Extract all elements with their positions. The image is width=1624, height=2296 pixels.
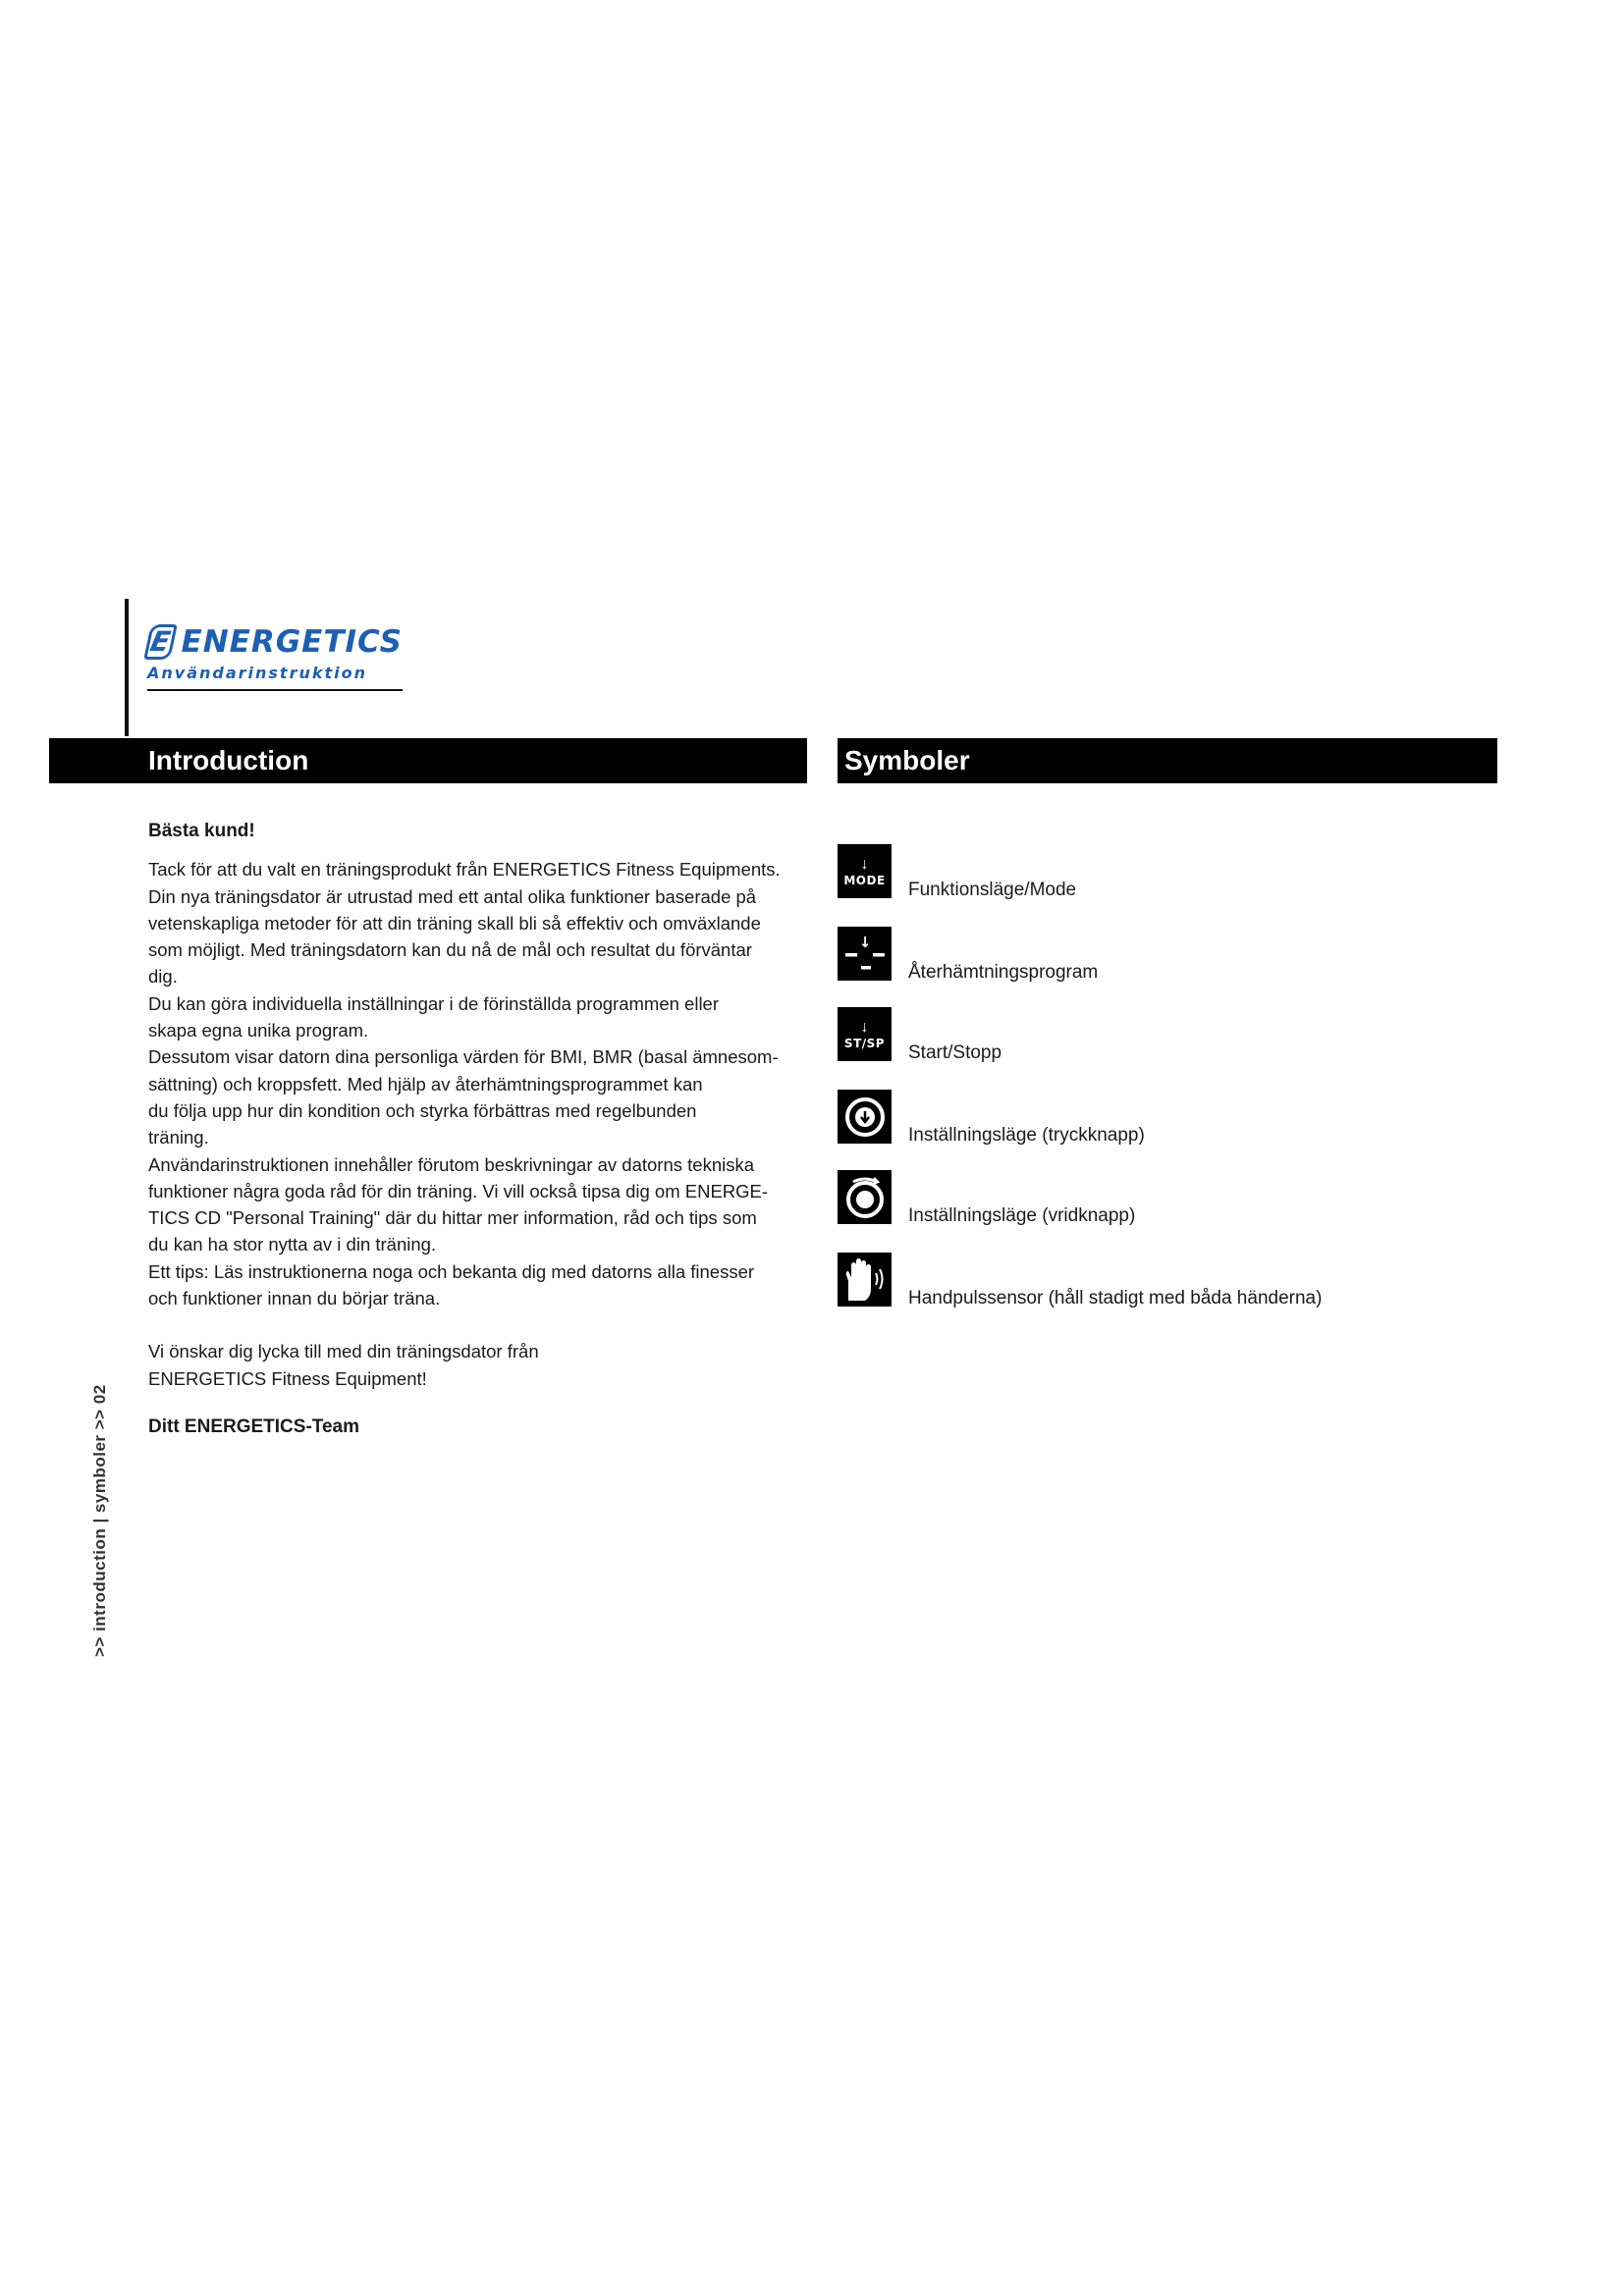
symbol-label: Funktionsläge/Mode: [908, 880, 1077, 900]
intro-line: Användarinstruktionen innehåller förutom beskrivningar av datorns tekniska: [148, 1153, 755, 1175]
intro-line: TICS CD "Personal Training" där du hittar mer information, råd och tips som: [148, 1207, 757, 1229]
intro-line: Du kan göra individuella inställningar i de förinställda programmen eller: [148, 992, 720, 1014]
intro-line: du följa upp hur din kondition och styrka förbättras med regelbunden: [148, 1099, 697, 1121]
intro-line: Din nya träningsdator är utrustad med ett antal olika funktioner baserade på: [148, 885, 757, 907]
logo-e-icon: E: [143, 624, 177, 660]
recovery-button-icon: [838, 927, 892, 981]
intro-line: skapa egna unika program.: [148, 1020, 369, 1041]
intro-line: Ett tips: Läs instruktionerna noga och bekanta dig med datorns alla finesser: [148, 1260, 755, 1282]
logo-subtitle: Användarinstruktion: [147, 664, 368, 682]
symbol-label: Återhämtningsprogram: [908, 962, 1099, 983]
intro-line: och funktioner innan du börjar träna.: [148, 1288, 441, 1309]
symbol-item-start-stop: [838, 1007, 1466, 1062]
logo-wordmark: ENERGETICS: [181, 624, 403, 660]
header-vertical-rule: [125, 599, 129, 736]
introduction-heading: Introduction: [49, 738, 807, 783]
intro-line: du kan ha stor nytta av i din träning.: [148, 1234, 437, 1255]
symbol-label: Inställningsläge (tryckknapp): [908, 1125, 1145, 1146]
start-stop-button-icon: ↓ ST/SP: [838, 1007, 892, 1061]
svg-text:↓: ↓: [858, 933, 871, 951]
intro-line: Tack för att du valt en träningsprodukt från ENERGETICS Fitness Equipments.: [148, 859, 781, 881]
intro-line: Dessutom visar datorn dina personliga värden för BMI, BMR (basal ämnesom-: [148, 1046, 779, 1068]
intro-line: som möjligt. Med träningsdatorn kan du nå de mål och resultat du förväntar: [148, 939, 752, 961]
intro-line: dig.: [148, 966, 178, 988]
symbol-label: Start/Stopp: [908, 1042, 1002, 1063]
symbol-label: Inställningsläge (vridknapp): [908, 1205, 1136, 1226]
mode-button-icon: ↓ MODE: [838, 844, 892, 898]
symbol-item-push-knob: [838, 1090, 1466, 1145]
symbol-item-hand-pulse: [838, 1253, 1466, 1308]
energetics-logo: [147, 622, 403, 682]
closing-line: Vi önskar dig lycka till med din träningsdator från: [148, 1341, 539, 1362]
intro-line: vetenskapliga metoder för att din träning skall bli så effektiv och omväxlande: [148, 912, 761, 934]
greeting: Bästa kund!: [148, 821, 255, 841]
signature: Ditt ENERGETICS-Team: [148, 1415, 360, 1437]
hand-pulse-icon: [838, 1253, 892, 1307]
push-knob-icon: [838, 1090, 892, 1144]
symbol-item-mode: [838, 844, 1466, 899]
logo-underline: [147, 689, 403, 691]
symboler-heading: Symboler: [838, 738, 1497, 783]
intro-line: funktioner några goda råd för din träning. Vi vill också tipsa dig om ENERGE-: [148, 1180, 769, 1201]
symbol-item-recovery: [838, 927, 1466, 982]
intro-line: träning.: [148, 1127, 209, 1148]
symbol-item-rotary-knob: [838, 1170, 1466, 1225]
rotary-knob-icon: [838, 1170, 892, 1224]
closing-line: ENERGETICS Fitness Equipment!: [148, 1367, 427, 1389]
intro-line: sättning) och kroppsfett. Med hjälp av återhämtningsprogrammet kan: [148, 1073, 703, 1095]
introduction-text: [148, 818, 816, 1440]
symbol-label: Handpulssensor (håll stadigt med båda händerna): [908, 1288, 1323, 1308]
side-page-nav: >> introduction | symboler >> 02: [90, 1384, 109, 1657]
